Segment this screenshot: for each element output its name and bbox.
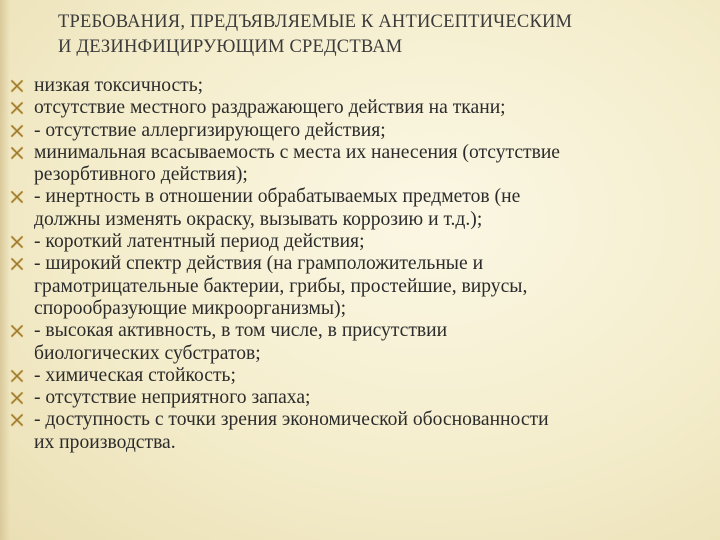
list-item-text-line: отсутствие местного раздражающего действия на ткани; [34,97,506,119]
list-item-text-line: должны изменять окраску, вызывать коррозию и т.д.); [34,208,483,230]
list-item [0,97,720,119]
list-item [0,186,720,231]
list-item-text-line: резорбтивного действия); [34,164,248,186]
list-item-text-line: - отсутствие неприятного запаха; [34,387,311,409]
list-item [0,120,720,142]
list-item-text-line: - короткий латентный период действия; [34,231,365,253]
slide-title-line-1: ТРЕБОВАНИЯ, ПРЕДЪЯВЛЯЕМЫЕ К АНТИСЕПТИЧЕСКИМ [58,12,573,32]
requirements-list [0,75,720,454]
list-item [0,253,720,320]
x-cross-bullet-icon [10,324,24,338]
list-item-text-line: - отсутствие аллергизирующего действия; [34,119,386,141]
slide-title [58,10,708,60]
list-item [0,387,720,409]
x-cross-bullet-icon [10,101,24,115]
x-cross-bullet-icon [10,146,24,160]
x-cross-bullet-icon [10,124,24,138]
list-item-text-line: - доступность с точки зрения экономической обоснованности [34,409,549,431]
x-cross-bullet-icon [10,190,24,204]
list-item [0,142,720,187]
list-item [0,320,720,365]
list-item-text-line: - широкий спектр действия (на грамположительные и [34,253,484,275]
slide-title-line-2: И ДЕЗИНФИЦИРУЮЩИМ СРЕДСТВАМ [58,37,403,57]
list-item [0,75,720,97]
x-cross-bullet-icon [10,79,24,93]
list-item [0,409,720,454]
x-cross-bullet-icon [10,257,24,271]
x-cross-bullet-icon [10,413,24,427]
list-item-text-line: биологических субстратов; [34,342,261,364]
list-item-text-line: низкая токсичность; [34,75,204,96]
x-cross-bullet-icon [10,235,24,249]
list-item-text-line: - химическая стойкость; [34,364,236,386]
list-item-text-line: - высокая активность, в том числе, в присутствии [34,320,448,342]
list-item-text-line: спорообразующие микроорганизмы); [34,297,347,319]
list-item [0,365,720,387]
x-cross-bullet-icon [10,369,24,383]
list-item-text-line: грамотрицательные бактерии, грибы, простейшие, вирусы, [34,275,528,297]
x-cross-bullet-icon [10,391,24,405]
list-item-text-line: минимальная всасываемость с места их нанесения (отсутствие [34,141,561,163]
list-item [0,231,720,253]
list-item-text-line: - инертность в отношении обрабатываемых предметов (не [34,186,521,208]
list-item-text-line: их производства. [34,431,176,453]
